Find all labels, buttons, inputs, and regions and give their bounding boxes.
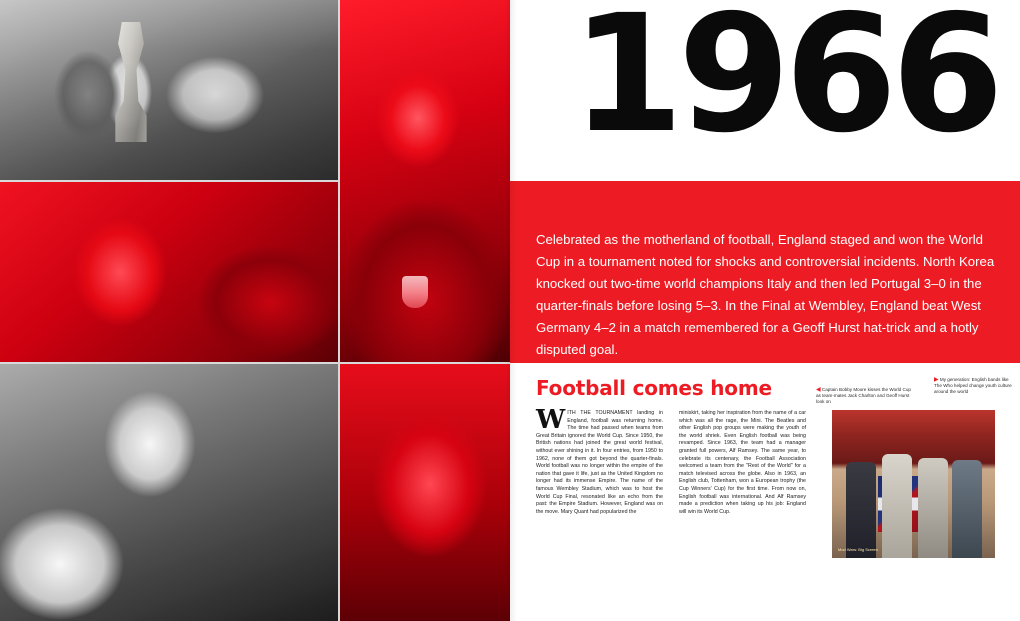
photo-mods-figure: [846, 462, 876, 558]
caption-mods-photo-text: My generation: English bands like The Who helped change youth culture around the world: [934, 377, 1012, 395]
photo-mods-figure: [918, 458, 948, 558]
photo-mods-figure: [882, 454, 912, 558]
right-page: [510, 0, 1020, 621]
article-section: [510, 363, 1020, 621]
photo-crowd-duotone: [0, 182, 338, 362]
caption-marker-icon: ◀: [816, 387, 821, 393]
caption-trophy-photo-text: Captain Bobby Moore kisses the World Cup as team-mates Jack Charlton and Geoff Hurst look on: [816, 387, 911, 405]
caption-mods-photo: [934, 377, 1012, 396]
photo-crowd-duotone-image: [0, 182, 338, 362]
article-column-2-text: miniskirt, taking her inspiration from the name of a car which was all the rage, the Mini. The Beatles and other English pop groups were making the youth of the world shriek. Even English football was being revamped. Since 1963, the team had a manager granted full powers, Alf Ramsey. The same year, to celebrate its centenary, the Football Association welcomed a team from the "Rest of the World" for a match televised across the globe. Also in 1963, an English club, Tottenham, won a European trophy (the Cup Winners' Cup) for the first time. From now on, English football was international. And Alf Ramsey made a prediction when taking up his job: England will win its World Cup.: [679, 410, 806, 515]
photo-fans-strip-image: [340, 364, 510, 621]
world-cup-trophy-shape: [108, 22, 154, 142]
caption-trophy-photo: [816, 387, 916, 406]
photo-trophy-kiss: [0, 0, 338, 180]
intro-banner: [510, 181, 1020, 363]
photo-celebration: [0, 364, 338, 621]
photo-inset-headline: Mod Wars: Big Screen: [838, 547, 878, 552]
article-columns: [536, 405, 806, 516]
photo-celebration-image: [0, 364, 338, 621]
photo-player-portrait: [340, 0, 510, 362]
photo-mods-figure: [952, 460, 982, 558]
photo-trophy-kiss-image: [0, 0, 338, 180]
article-headline: Football comes home: [536, 376, 772, 400]
england-crest-icon: [402, 276, 428, 308]
year-header-block: [510, 0, 1020, 181]
caption-marker-icon: ▶: [934, 377, 939, 383]
article-column-1: [536, 405, 663, 516]
article-column-1-text: WITH THE TOURNAMENT landing in England, football was returning home. The time had passed when teams from Great Britain ignored the World Cup. Since 1950, the British nations had joined the great world festival, without ever shining in it. In four entries, from 1950 to 1962, none of them got beyond the quarter-finals. World football was no longer within the empire of the nation that gave it life, just as the United Kingdom no longer had its immense Empire. The name of the famous Wembley Stadium, which was to host the World Cup Final, resonated like an echo from the past: the Empire Stadium. However, England was on the move. Mary Quant had popularized the: [536, 405, 663, 515]
photo-mods: [832, 410, 995, 558]
intro-paragraph: Celebrated as the motherland of football, England staged and won the World Cup in a tournament noted for shocks and controversial incidents. North Korea knocked out two-time world champions Italy and then led Portugal 3–0 in the quarter-finals before losing 5–3. In the Final at Wembley, England beat West Germany 4–2 in a match remembered for a Geoff Hurst hat-trick and a hotly disputed goal.: [536, 232, 995, 357]
photo-fans-strip: [340, 364, 510, 621]
photo-player-portrait-image: [340, 0, 510, 362]
year-title: 1966: [571, 0, 998, 169]
article-column-2: [679, 410, 806, 516]
